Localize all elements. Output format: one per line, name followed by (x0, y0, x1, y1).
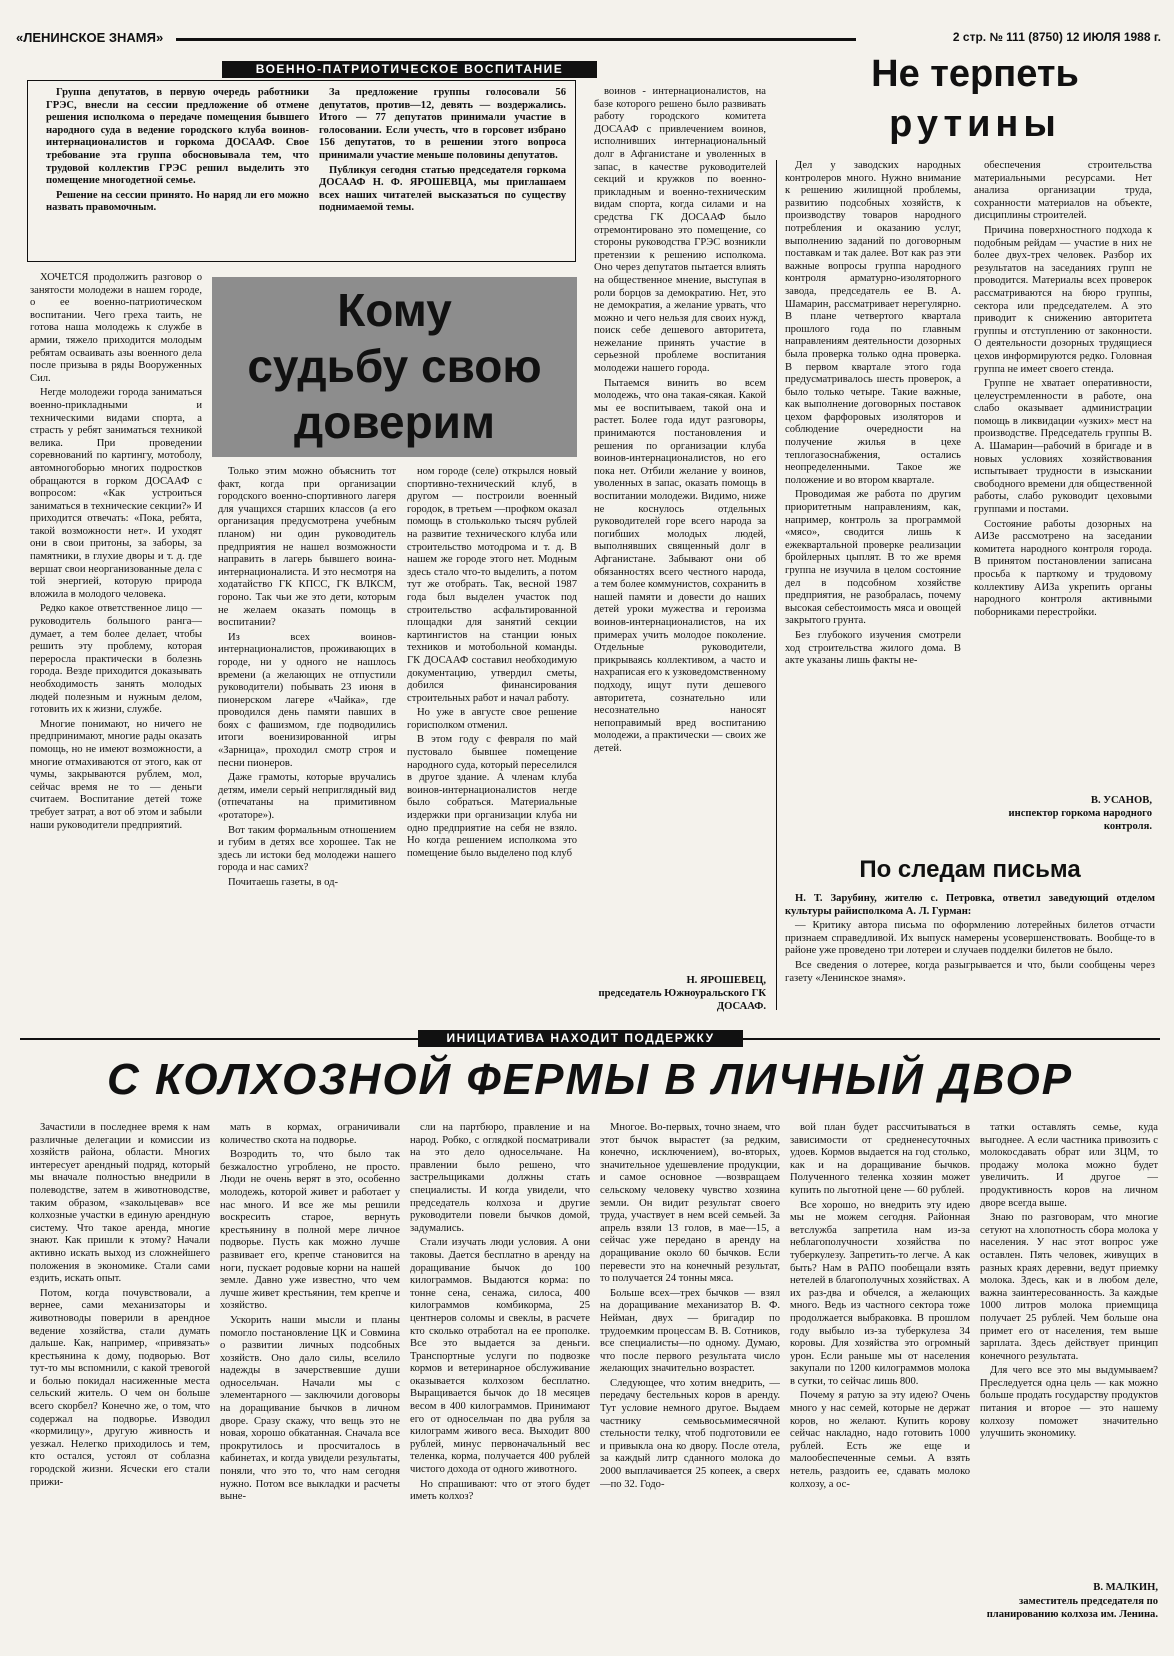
article-paragraph: обеспечения строительства материальными ресурсами. Нет анализа организации труда, сохранности материалов на объекте, дисциплины строителей. (974, 160, 1152, 222)
article2-title-line-1: Не терпеть (871, 53, 1079, 95)
article1-column-c (407, 466, 577, 1014)
article-paragraph: Проводимая же работа по другим приоритетным направлениям, как, например, контроль за программой «мясо», сводится лишь к ежеквартальной проверке реализации бройлерных цыплят. В то же время группа не изучила в целом состояние дел в подсобном хозяйстве предприятия, не разобралась, почему высокая себестоимость мяса и овощей закрытого грунта. (785, 489, 961, 627)
main-headline-line-3: доверим (294, 396, 495, 448)
article1-column-d (594, 86, 766, 966)
masthead (16, 30, 1161, 46)
article4-column-6 (980, 1122, 1158, 1572)
main-headline-box (212, 277, 577, 457)
article4-column-1 (30, 1122, 210, 1642)
article-paragraph: В этом году с февраля по май пустовало бывшее помещение народного суда, который переселился в другое здание. А членам клуба воинов-интернационалистов негде было собраться. Материальные издержки при организации клуба ни одно предприятие на себя не взяло. Но когда решением исполкома это помещение было выделено под клуб (407, 734, 577, 859)
masthead-rule (176, 38, 856, 41)
article2-column-a (785, 160, 961, 835)
article-paragraph: Следующее, что хотим внедрить, — передачу бестельных коров в аренду. Тут условие немного другое. Выдаем частнику семьвосьмимесячной стельности телку, чтоб подготовили ее и привыкла она ко двору. После отела, за каждый литр сданного молока до 2000 выплачивается 25 копеек, а сверх—по 32. Годо- (600, 1377, 780, 1490)
article2-signature: В. УСАНОВ, (1090, 795, 1152, 806)
article-paragraph: Негде молодежи города заниматься военно-прикладными и техническими видами спорта, а страсть у ребят заниматься техникой велика. При проведении соревнований по картингу, мотоболу, автомногоборью многих подростков обращаются в горком ДОСААФ с вопросом: «Как устроиться заниматься в технические секции?» И приходится отвечать: «Пока, ребята, такой возможности нет». И уходят они в свои притоны, за заборы, за памятники, в глухие дворы и т. д. где вершат свои неорганизованные дела с той энергией, которую природа вложила в молодого человека. (30, 387, 202, 600)
article-paragraph: Пытаемся винить во всем молодежь, что она такая-сякая. Какой мы ее воспитываем, такой она и растет. Более года идут разговоры, принимаются постановления и решения по организации клуба воинов-интернационалистов, но его пока нет. Отбили желание у воинов, уволенных в запас, оказать помощь в воспитании молодежи. Видимо, ниже не коснулось отдельных руководителей горе всего народа за погибших молодых людей, выполнявших священный долг в Афганистане. Забывают они об обязанностях всего честного народа, а тем более коммунистов, сохранить в нашей памяти и довести до наших детей уроки мужества и героизма воинов-интернационалистов, на их примерах учить молодое поколение. Отдельные руководители, прикрываясь коллективом, а часто и нахраписая его к узковедомственному подходу, ищут пути дешевого авторитета, сознательно или несознательно наносят непоправимый вред воспитанию молодежи, а практически — своих же детей. (594, 377, 766, 754)
article4-column-4 (600, 1122, 780, 1642)
intro-column-2 (319, 87, 566, 257)
newspaper-name: «ЛЕНИНСКОЕ ЗНАМЯ» (16, 30, 164, 45)
article1-signature-title: председатель Южноуральского ГК ДОСААФ. (598, 988, 766, 1012)
article2-signature-title: инспектор горкома народного контроля. (1008, 808, 1152, 832)
article1-signature: Н. ЯРОШЕВЕЦ, (686, 975, 766, 986)
article-paragraph: Группе не хватает оперативности, целеустремленности в работе, она слабо оказывает администрации помощь в ликвидации «узких» мест на производстве. Председатель группы В. А. Шамарин—рабочий в бригаде и в новых условиях хозяйствования испытывает трудности в изыскании свободного времени для общественной работы, слабо руководит цеховыми группами и постами. (974, 378, 1152, 516)
article-paragraph: Без глубокого изучения смотрели ход строительства жилого дома. В акте указаны лишь факты не- (785, 629, 961, 667)
article4-signature-title: заместитель председателя по планированию колхоза им. Ленина. (986, 1596, 1158, 1620)
main-headline-line-2: судьбу свою (247, 340, 542, 392)
article-paragraph: Только этим можно объяснить тот факт, когда при организации городского военно-спортивного лагеря для учащихся старших классов (а его организация предусмотрена учебным планом) ни один руководитель предприятия не нашел возможности направить в лагерь бывшего воина-интернационалиста. И это несмотря на ходатайство ГК КПСС, ГК ВЛКСМ, гороно. Так чьи же это дети, которым не желаем оказать помощь в воспитании? (218, 466, 396, 629)
article-paragraph: татки оставлять семье, куда выгоднее. А если частника привозить с молокосдавать обрат или ЗЦМ, то продажу молока можно будет увеличить. И другое — продуктивность коров на личном дворе всегда выше. (980, 1122, 1158, 1209)
column-divider (776, 160, 777, 1010)
section-label-initiative: ИНИЦИАТИВА НАХОДИТ ПОДДЕРЖКУ (418, 1030, 743, 1047)
article-paragraph: Редко какое ответственное лицо — руководитель большого ранга—думает, а тем более делает, чтобы решить эту проблему, которая переросла практически в болезнь города. Везде приходится доказывать необходимость занять молодых людей полезным и нужным делом, готовить их к жизни, службе. (30, 603, 202, 716)
article-paragraph: Почему я ратую за эту идею? Очень много у нас семей, которые не держат коров, но желают. Купить корову сейчас накладно, надо готовить 1000 рублей. Есть же еще и малообеспеченные семьи. А взять нетель, раздоить ее, сдавать молоко колхозу, а ос- (790, 1390, 970, 1490)
article-paragraph: Но уже в августе свое решение горисполком отменил. (407, 707, 577, 731)
article-paragraph: Все хорошо, но внедрить эту идею мы не можем сегодня. Районная ветслужба запретила нам из-за неблагополучности хозяйства по туберкулезу. Запретить-то легче. А как быть? Нам в РАПО пообещали взять нетелей в благополучных хозяйствах. А их раз-два и обчелся, а желающих много. Ведь из частного сектора тоже продолжается выбраковка. В прошлом году выбыло из-за туберкулеза 34 коровы. Для хозяйства это огромный урон. Если раньше мы от населения закупали по 1200 килограммов молока в сутки, то сейчас лишь 800. (790, 1199, 970, 1387)
article-paragraph: Ускорить наши мысли и планы помогло постановление ЦК и Совмина о развитии личных подсобных хозяйств. Оно дало силы, вселило надежды в зачерствевшие души односельчан. Начали мы с элементарного — заключили договоры на доращивание бычков в личном дворе. Сразу скажу, что вещь это не новая, хорошо обкатанная. Сначала все прокрутилось и просчиталось в кабинетах, и когда увидели результаты, поняли, что это то, что нам сегодня нужно. Потом все выкладки и расчеты выне- (220, 1314, 400, 1503)
article-paragraph: Но спрашивают: что от этого будет иметь колхоз? (410, 1478, 590, 1503)
intro-paragraph: За предложение группы голосовали 56 депутатов, против—12, девять — воздержались. Итого — 77 депутатов принимали участие в голосовании. Если учесть, что в горсовет избрано 156 депутатов, то в решении этого вопроса принимали участие меньше половины депутатов. (319, 87, 566, 161)
article4-column-3 (410, 1122, 590, 1642)
article-paragraph: Состояние работы дозорных на АИЗе рассмотрено на заседании комитета народного контроля города. В принятом постановлении записана просьба к парткому и трудовому коллективу АИЗа укрепить органы народного контроля активными поборниками перестройки. (974, 518, 1152, 618)
article-paragraph: Зачастили в последнее время к нам различные делегации и комиссии из хозяйств района, области. Многих интересует арендный подряд, который мы вначале полностью внедрили в полеводстве, затем в животноводстве, таким образом, «закольцевав» все колхозные участки в единую арендную систему. Что такое аренда, многие знают. Как пришли к этому? Начали активно искать выход из сложнейшего положения в экономике. Стали сами ездить, искать опыт. (30, 1122, 210, 1285)
article-paragraph: Для чего все это мы выдумываем? Преследуется одна цель — как можно больше продать государству продуктов питания и второе — это нашему колхозу поможет значительно улучшить экономику. (980, 1365, 1158, 1440)
article1-column-a (30, 272, 202, 1014)
article3-body (785, 893, 1155, 1013)
intro-column-1 (46, 87, 309, 257)
article-paragraph: Все сведения о лотерее, когда разыгрывается и что, были сообщены через газету «Ленинское знамя». (785, 959, 1155, 984)
article4-column-2 (220, 1122, 400, 1642)
article2-column-b (974, 160, 1152, 780)
article-paragraph: Причина поверхностного подхода к подобным рейдам — участие в них не более двух-трех человек. Разбор их результатов на заседаниях групп не проводится. Материалы всех проверок рассматриваются на бюро группы, сектора или председателем. А это приводит к снижению авторитета группы и отступлению от законности. О деятельности дозорных трудящиеся цехов информируются редко. Головная группа не имеет своего стенда. (974, 224, 1152, 375)
issue-info: 2 стр. № 111 (8750) 12 ИЮЛЯ 1988 г. (952, 30, 1161, 44)
article3-title: По следам письма (859, 856, 1081, 883)
article-paragraph: ХОЧЕТСЯ продолжить разговор о занятости молодежи в нашем городе, о ее военно-патриотическом воспитании. Чего греха таить, не готова наша молодежь к службе в армии, тяжело приходится молодым ребятам осваивать азы военного дела после призыва в ряды Вооруженных Сил. (30, 272, 202, 384)
article3-lead: Н. Т. Зарубину, жителю с. Петровка, ответил заведующий отделом культуры райисполкома А. Л. Гурман: (785, 893, 1155, 917)
article-paragraph: вой план будет рассчитываться в зависимости от средненесуточных удоев. Кормов выдается на год столько, как и на доращивание бычков. Полученного теленка хозяин может купить по льготной цене — 60 рублей. (790, 1122, 970, 1196)
article-paragraph: Стали изучать люди условия. А они таковы. Дается бесплатно в аренду на доращивание бычок до 100 килограммов. Выдаются корма: по тонне сена, сенажа, силоса, 400 килограммов комбикорма, 25 центнеров соломы и свеклы, в расчете кто сколько отработал на ее прополке. Все это выдается за деньги. Транспортные услуги по подвозке кормов и ветеринарное обслуживание оказывается колхозом бесплатно. Выращивается бычок до 18 месяцев весом в 400 килограммов. Принимают его от односельчан по два рубля за килограмм живого веса. Выходит 800 рублей, минус первоначальный вес теленка, корма, получается 400 рублей чистого дохода от одного животного. (410, 1237, 590, 1476)
article-paragraph: Вот таким формальным отношением и губим в детях все хорошее. Так не здесь ли истоки бед молодежи нашего города и нас самих? (218, 824, 396, 874)
article-paragraph: Знаю по разговорам, что многие сетуют на хлопотность сбора молока у населения. У нас этот вопрос уже оставлен. Пять человек, живущих в разных краях деревни, ведут приемку молока. Здесь, как и в любом деле, важна заинтересованность. За каждые 1000 литров молока приемщица получает 25 рублей. Чем больше она примет его от населения, тем выше зарплата. Здесь действует принцип конечного результата. (980, 1212, 1158, 1362)
article-paragraph: Дел у заводских народных контролеров много. Нужно внимание к решению жилищной проблемы, развитию подсобных хозяйств, к производству товаров народного потребления и оказанию услуг, выполнению заданий по договорным поставкам и так далее. Вот как раз эти важные вопросы группа народного контроля арматурно-изоляторного завода, председатель ее В. А. Шамарин, рассматривает нерегулярно. В плане четвертого квартала прошлого года по главным направлениям деятельности дозорных была проверка только одна проверка. В первом квартале этого года предусматривалось шесть проверок, а было только четыре. Такие важные, как выполнение договорных поставок цехом фарфоровых изоляторов и соблюдение очередности на получение жилья в цехе теплогазоснабжения, остались неопределенными. Такое же положение и во втором квартале. (785, 160, 961, 486)
article-paragraph: Возродить то, что было так безжалостно угроблено, не просто. Люди не очень верят в это, особенно молодежь, которой живет и работает у нас много. И все же мы решили воскресить старое, вернуть крестьянину в полной мере личное подворье. Пусть как можно лучше развивает его, крепче становится на ноги, пускает родовые корни на нашей земле. Давно уже известно, что чем лучше живет крестьянин, тем крепче и хозяйство. (220, 1149, 400, 1312)
main-headline-line-1: Кому (337, 284, 452, 336)
article-paragraph: Почитаешь газеты, в од- (228, 877, 339, 888)
intro-paragraph: Решение на сессии принято. Но наряд ли его можно назвать правомочным. (46, 189, 309, 214)
article-paragraph: сли на партбюро, правление и на народ. Робко, с оглядкой посматривали на это дело односельчане. На правлении было решено, что застрельщиками должны стать специалисты. И когда увидели, что председатель колхоза и другие руководители повели бычков домой, задумались. (410, 1122, 590, 1234)
article-paragraph: Из всех воинов-интернационалистов, проживающих в городе, ни у одного не нашлось времени (а желающих не отпустили руководители) побывать 23 июня в пионерском лагере «Чайка», где проводился день памяти павших в боях с фашизмом, где подводились итоги военизированной игры «Зарница», проходил смотр строя и песни пионеров. (218, 631, 396, 769)
article1-column-b (218, 466, 396, 1014)
section-label-military-patriotic: ВОЕННО-ПАТРИОТИЧЕСКОЕ ВОСПИТАНИЕ (222, 61, 597, 78)
intro-box (27, 80, 576, 262)
article-paragraph: ном городе (селе) открылся новый спортивно-технический клуб, в другом — построили военный городок, в третьем —профком оказал помощь в стольколько тысяч рублей на развитие технического клуба или строительство мотодрома и т. д. В нашем же городе этого нет. Модным здесь стало что-то выделить, а потом тут же отобрать. Так, весной 1987 года был выделен участок под строительство асфальтированной площадки для занятий секции картингистов на станции юных техников и мотобольной команды. ГК ДОСААФ составил необходимую документацию, утвердил сметы, добился финансирования строительных работ и начал работу. (407, 466, 577, 704)
article-paragraph: Даже грамоты, которые вручались детям, имели серый неприглядный вид (отпечатаны на примитивном «ротаторе»). (218, 772, 396, 822)
article-paragraph: Многое. Во-первых, точно знаем, что этот бычок вырастет (за редким, конечно, исключением), во-вторых, значительное удешевление продукции, и самое основное —возвращаем сельскому человеку чувство хозяина земли. Он видит результат своего труда, участвует в нем всей семьей. За апрель взяли 13 голов, в мае—15, а сейчас уже передано в аренду на доращивание около 60 бычков. Если перевести это на конечный результат, то получается 24 тонны мяса. (600, 1122, 780, 1285)
article-paragraph: мать в кормах, ограничивали количество скота на подворье. (220, 1122, 400, 1146)
intro-paragraph: Публикуя сегодня статью председателя горкома ДОСААФ Н. Ф. ЯРОШЕВЦА, мы приглашаем всех наших читателей высказаться по существу поднимаемой темы. (319, 164, 566, 214)
article4-title: С КОЛХОЗНОЙ ФЕРМЫ В ЛИЧНЫЙ ДВОР (106, 1055, 1074, 1104)
article4-column-5 (790, 1122, 970, 1642)
article2-title-line-2: рутины (889, 103, 1061, 145)
article4-signature: В. МАЛКИН, (1093, 1582, 1158, 1593)
article-paragraph: Больше всех—трех бычков — взял на доращивание механизатор В. Ф. Нейман, двух — бригадир по трудоемким процессам В. В. Сотников, все специалисты—по одному. Думаю, что после первого результата число желающих значительно возрастет. (600, 1287, 780, 1375)
article-paragraph: Потом, когда почувствовали, а вернее, сами механизаторы и животноводы поверили в арендное ведение хозяйства, стали думать дальше. Как, например, «привязать» крестьянина к дому, подворью. Вот тут-то мы вспомнили, с какой тревогой и болью покидал насиженные места сельский житель. О чем он больше всего скорбел? Конечно же, о том, что содержал на подворье. Изводил «кормилицу», другую живность и уезжал. Нелегко приходилось и тем, кто остался, устоял от соблазна городской жизни. Ясчески его стали прижи- (30, 1287, 210, 1488)
article-paragraph: — Критику автора письма по оформлению лотерейных билетов отчасти признаем справедливой. Их выпуск намерены усовершенствовать. Вообще-то в районе уже проведено три лотереи и случаев подделки билетов не было. (785, 920, 1155, 957)
intro-paragraph: Группа депутатов, в первую очередь работники ГРЭС, внесли на сессии предложение об отмене решения исполкома о передаче помещения бывшего народного суда в ведение городского клуба воинов-интернационалистов и горкома ДОСААФ. Свое требование эта группа обосновывала тем, что трудовой коллектив ГРЭС решил выделить это помещение многодетной семье. (46, 87, 309, 187)
article-paragraph: воинов - интернационалистов, на базе которого решено было развивать работу городского комитета ДОСААФ с привлечением воинов, исполнивших интернациональный долг в Афганистане и уволенных в запас, в качестве руководителей секций и кружков по военно-прикладным и военно-техническим видам спорта, когда силами и на средства ГК ДОСААФ было отремонтировано это помещение, со стороны руководства ГРЭС возникли претензии к решению исполкома. Оно через депутатов пытается влиять на общественное мнение, выступая в роли борцов за демократию. Нет, это не демократия, а желание урвать, что можно и чего нельзя для своих нужд, поиск себе дешевого авторитета, нежелание принять участие в серьезной проблеме воспитания молодежи нашего города. (594, 86, 766, 375)
article-paragraph: Многие понимают, но ничего не предпринимают, многие рады оказать помощь, но не имеют возможности, а многие отмахиваются от этого, как от чумы, закрываются рублем, мол, сейчас время не то — деньги считаем. Воспитание детей тоже требует затрат, а вот об этом и забыли наши руководители предприятий. (30, 718, 202, 831)
